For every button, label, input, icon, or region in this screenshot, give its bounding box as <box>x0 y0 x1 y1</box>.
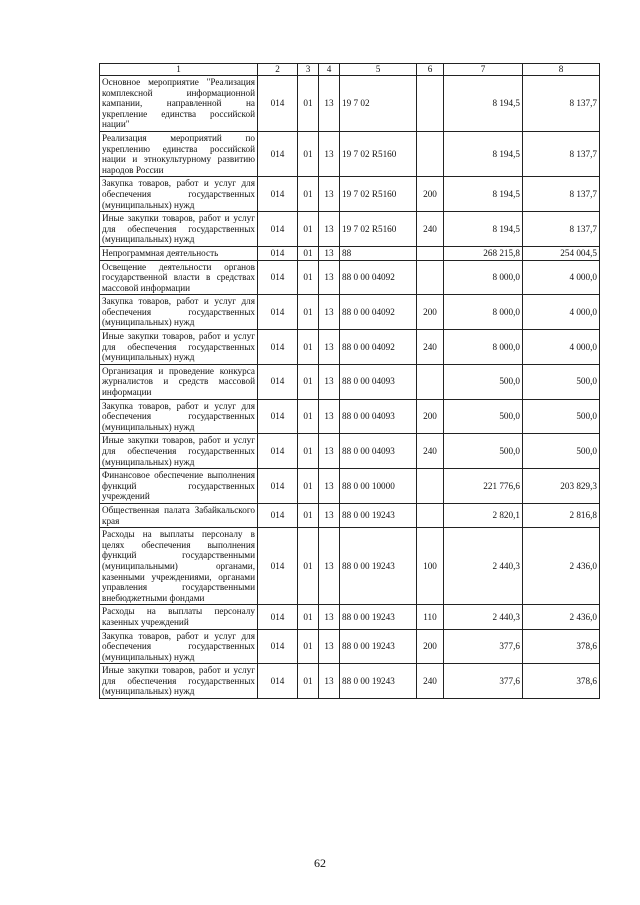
cell-subsection: 13 <box>319 469 340 504</box>
cell-amount-year-1: 500,0 <box>444 364 523 399</box>
cell-name: Освещение деятельности органов государственной власти в средствах массовой информации <box>100 260 258 295</box>
cell-amount-year-1: 8 000,0 <box>444 330 523 365</box>
cell-ministry-code: 014 <box>258 528 298 605</box>
cell-ministry-code: 014 <box>258 629 298 664</box>
cell-amount-year-2: 203 829,3 <box>523 469 600 504</box>
cell-section: 01 <box>298 364 319 399</box>
table-row <box>100 629 600 664</box>
cell-ministry-code: 014 <box>258 364 298 399</box>
cell-ministry-code: 014 <box>258 503 298 527</box>
cell-name: Общественная палата Забайкальского края <box>100 503 258 527</box>
cell-name: Иные закупки товаров, работ и услуг для обеспечения государственных (муниципальных) нужд <box>100 664 258 699</box>
cell-target-article: 88 <box>340 246 417 260</box>
cell-name: Иные закупки товаров, работ и услуг для обеспечения государственных (муниципальных) нужд <box>100 434 258 469</box>
cell-ministry-code: 014 <box>258 664 298 699</box>
cell-ministry-code: 014 <box>258 469 298 504</box>
cell-subsection: 13 <box>319 399 340 434</box>
cell-amount-year-2: 4 000,0 <box>523 295 600 330</box>
cell-ministry-code: 014 <box>258 330 298 365</box>
cell-target-article: 88 0 00 04092 <box>340 295 417 330</box>
cell-ministry-code: 014 <box>258 434 298 469</box>
cell-amount-year-1: 268 215,8 <box>444 246 523 260</box>
column-header-3: 3 <box>298 64 319 76</box>
cell-name: Иные закупки товаров, работ и услуг для обеспечения государственных (муниципальных) нужд <box>100 212 258 247</box>
cell-section: 01 <box>298 528 319 605</box>
cell-target-article: 88 0 00 04092 <box>340 260 417 295</box>
cell-subsection: 13 <box>319 605 340 629</box>
cell-target-article: 88 0 00 04092 <box>340 330 417 365</box>
cell-ministry-code: 014 <box>258 177 298 212</box>
cell-amount-year-2: 2 436,0 <box>523 528 600 605</box>
cell-subsection: 13 <box>319 246 340 260</box>
cell-section: 01 <box>298 295 319 330</box>
cell-subsection: 13 <box>319 131 340 176</box>
table-row <box>100 76 600 132</box>
cell-subsection: 13 <box>319 528 340 605</box>
cell-section: 01 <box>298 177 319 212</box>
cell-target-article: 88 0 00 10000 <box>340 469 417 504</box>
cell-amount-year-2: 378,6 <box>523 664 600 699</box>
cell-target-article: 88 0 00 19243 <box>340 629 417 664</box>
cell-ministry-code: 014 <box>258 246 298 260</box>
cell-expense-type <box>417 246 444 260</box>
cell-ministry-code: 014 <box>258 76 298 132</box>
cell-amount-year-2: 2 436,0 <box>523 605 600 629</box>
table-row <box>100 364 600 399</box>
cell-subsection: 13 <box>319 177 340 212</box>
cell-amount-year-1: 8 000,0 <box>444 260 523 295</box>
cell-target-article: 88 0 00 04093 <box>340 399 417 434</box>
cell-amount-year-1: 8 000,0 <box>444 295 523 330</box>
column-header-7: 7 <box>444 64 523 76</box>
cell-amount-year-2: 500,0 <box>523 434 600 469</box>
cell-amount-year-1: 2 820,1 <box>444 503 523 527</box>
table-row <box>100 295 600 330</box>
table-row <box>100 434 600 469</box>
cell-subsection: 13 <box>319 212 340 247</box>
header-row <box>100 64 600 76</box>
cell-expense-type: 100 <box>417 528 444 605</box>
cell-expense-type <box>417 364 444 399</box>
cell-name: Расходы на выплаты персоналу в целях обеспечения выполнения функций государственными (муниципальными) органами, казенными учреждениями, органами управления государственными внебюджетными фондами <box>100 528 258 605</box>
cell-name: Закупка товаров, работ и услуг для обеспечения государственных (муниципальных) нужд <box>100 399 258 434</box>
cell-amount-year-2: 8 137,7 <box>523 76 600 132</box>
cell-target-article: 19 7 02 R5160 <box>340 177 417 212</box>
cell-name: Реализация мероприятий по укреплению единства российской нации и этнокультурному развитию народов России <box>100 131 258 176</box>
cell-amount-year-1: 500,0 <box>444 399 523 434</box>
cell-target-article: 19 7 02 <box>340 76 417 132</box>
cell-expense-type: 240 <box>417 330 444 365</box>
column-header-8: 8 <box>523 64 600 76</box>
cell-subsection: 13 <box>319 664 340 699</box>
cell-target-article: 88 0 00 19243 <box>340 664 417 699</box>
cell-name: Закупка товаров, работ и услуг для обеспечения государственных (муниципальных) нужд <box>100 177 258 212</box>
table-row <box>100 469 600 504</box>
table-row <box>100 528 600 605</box>
cell-subsection: 13 <box>319 629 340 664</box>
cell-target-article: 88 0 00 04093 <box>340 434 417 469</box>
cell-target-article: 88 0 00 19243 <box>340 605 417 629</box>
cell-expense-type <box>417 260 444 295</box>
cell-name: Иные закупки товаров, работ и услуг для обеспечения государственных (муниципальных) нужд <box>100 330 258 365</box>
cell-target-article: 19 7 02 R5160 <box>340 212 417 247</box>
cell-amount-year-1: 221 776,6 <box>444 469 523 504</box>
cell-section: 01 <box>298 434 319 469</box>
cell-name: Организация и проведение конкурса журналистов и средств массовой информации <box>100 364 258 399</box>
cell-section: 01 <box>298 469 319 504</box>
budget-table <box>99 63 600 699</box>
cell-amount-year-1: 500,0 <box>444 434 523 469</box>
table-row <box>100 664 600 699</box>
cell-amount-year-1: 2 440,3 <box>444 528 523 605</box>
cell-subsection: 13 <box>319 76 340 132</box>
cell-amount-year-2: 500,0 <box>523 364 600 399</box>
cell-section: 01 <box>298 330 319 365</box>
table-body <box>100 76 600 699</box>
cell-target-article: 88 0 00 19243 <box>340 528 417 605</box>
table-row <box>100 330 600 365</box>
table-row <box>100 246 600 260</box>
cell-name: Закупка товаров, работ и услуг для обеспечения государственных (муниципальных) нужд <box>100 629 258 664</box>
cell-expense-type <box>417 469 444 504</box>
cell-target-article: 88 0 00 19243 <box>340 503 417 527</box>
cell-section: 01 <box>298 605 319 629</box>
cell-amount-year-2: 378,6 <box>523 629 600 664</box>
cell-subsection: 13 <box>319 503 340 527</box>
cell-subsection: 13 <box>319 434 340 469</box>
column-header-2: 2 <box>258 64 298 76</box>
cell-subsection: 13 <box>319 295 340 330</box>
table-row <box>100 399 600 434</box>
cell-amount-year-1: 8 194,5 <box>444 177 523 212</box>
cell-ministry-code: 014 <box>258 131 298 176</box>
table-row <box>100 131 600 176</box>
cell-expense-type <box>417 503 444 527</box>
column-header-4: 4 <box>319 64 340 76</box>
cell-amount-year-2: 4 000,0 <box>523 330 600 365</box>
cell-expense-type <box>417 131 444 176</box>
cell-amount-year-2: 8 137,7 <box>523 131 600 176</box>
table-row <box>100 503 600 527</box>
cell-amount-year-2: 254 004,5 <box>523 246 600 260</box>
cell-amount-year-1: 2 440,3 <box>444 605 523 629</box>
cell-section: 01 <box>298 503 319 527</box>
cell-amount-year-1: 377,6 <box>444 664 523 699</box>
cell-expense-type <box>417 76 444 132</box>
cell-name: Непрограммная деятельность <box>100 246 258 260</box>
cell-ministry-code: 014 <box>258 295 298 330</box>
column-header-1: 1 <box>100 64 258 76</box>
cell-expense-type: 200 <box>417 399 444 434</box>
cell-ministry-code: 014 <box>258 260 298 295</box>
cell-section: 01 <box>298 629 319 664</box>
table-row <box>100 212 600 247</box>
cell-section: 01 <box>298 664 319 699</box>
cell-expense-type: 240 <box>417 434 444 469</box>
cell-amount-year-2: 8 137,7 <box>523 177 600 212</box>
cell-section: 01 <box>298 260 319 295</box>
cell-name: Финансовое обеспечение выполнения функций государственных учреждений <box>100 469 258 504</box>
cell-section: 01 <box>298 246 319 260</box>
cell-target-article: 19 7 02 R5160 <box>340 131 417 176</box>
cell-name: Расходы на выплаты персоналу казенных учреждений <box>100 605 258 629</box>
cell-ministry-code: 014 <box>258 605 298 629</box>
page-number: 62 <box>314 856 326 870</box>
cell-subsection: 13 <box>319 364 340 399</box>
cell-amount-year-2: 2 816,8 <box>523 503 600 527</box>
cell-amount-year-1: 8 194,5 <box>444 131 523 176</box>
table-row <box>100 260 600 295</box>
cell-name: Основное мероприятие "Реализация комплексной информационной кампании, направленной на укрепление единства российской нации" <box>100 76 258 132</box>
cell-subsection: 13 <box>319 330 340 365</box>
table-row <box>100 605 600 629</box>
cell-subsection: 13 <box>319 260 340 295</box>
cell-amount-year-2: 500,0 <box>523 399 600 434</box>
cell-section: 01 <box>298 399 319 434</box>
column-header-6: 6 <box>417 64 444 76</box>
cell-expense-type: 200 <box>417 629 444 664</box>
cell-expense-type: 200 <box>417 177 444 212</box>
cell-expense-type: 240 <box>417 664 444 699</box>
table-row <box>100 177 600 212</box>
cell-expense-type: 200 <box>417 295 444 330</box>
cell-section: 01 <box>298 76 319 132</box>
cell-expense-type: 110 <box>417 605 444 629</box>
cell-section: 01 <box>298 212 319 247</box>
cell-ministry-code: 014 <box>258 399 298 434</box>
cell-ministry-code: 014 <box>258 212 298 247</box>
cell-amount-year-1: 8 194,5 <box>444 76 523 132</box>
cell-amount-year-2: 4 000,0 <box>523 260 600 295</box>
cell-amount-year-1: 8 194,5 <box>444 212 523 247</box>
cell-name: Закупка товаров, работ и услуг для обеспечения государственных (муниципальных) нужд <box>100 295 258 330</box>
cell-amount-year-1: 377,6 <box>444 629 523 664</box>
cell-amount-year-2: 8 137,7 <box>523 212 600 247</box>
cell-expense-type: 240 <box>417 212 444 247</box>
column-header-5: 5 <box>340 64 417 76</box>
cell-target-article: 88 0 00 04093 <box>340 364 417 399</box>
cell-section: 01 <box>298 131 319 176</box>
